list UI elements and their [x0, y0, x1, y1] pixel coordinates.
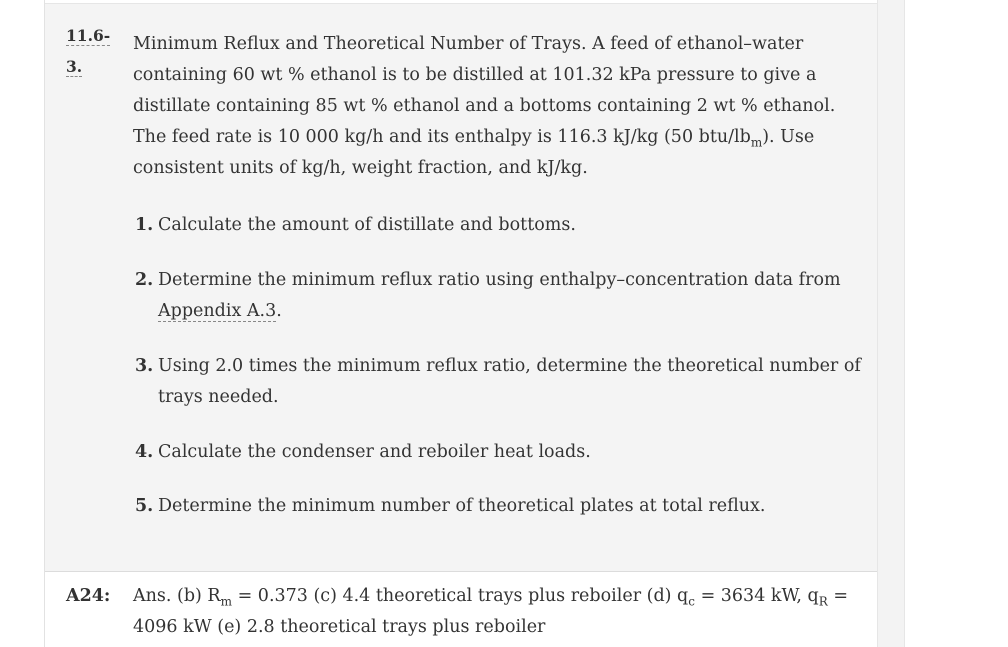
appendix-link[interactable]: Appendix A.3 — [158, 301, 277, 321]
problem-card — [45, 3, 877, 572]
list-item: 5. Determine the minimum number of theoretical plates at total reflux. — [135, 496, 766, 516]
list-item: 1. Calculate the amount of distillate and bottoms. — [135, 215, 576, 235]
list-item: 4. Calculate the condenser and reboiler heat loads. — [135, 442, 591, 462]
problem-parts-list — [135, 210, 875, 522]
answer-text: Ans. (b) $R_m = 0.373$ (c) 4.4 theoretical trays plus reboiler (d) $q_c = 3634$ kW, $q_R = 4096$ kW (e) 2.8 theoretical trays plus reboiler — [133, 586, 849, 637]
problem-title: Minimum Reflux and Theoretical Number of Trays. — [133, 34, 587, 54]
page-right-gutter — [877, 0, 905, 647]
list-item: 2. Determine the minimum reflux ratio using enthalpy–concentration data from Appendix A.3. — [135, 270, 841, 321]
list-item: 3. Using 2.0 times the minimum reflux ratio, determine the theoretical number of trays needed. — [135, 356, 861, 407]
problem-number[interactable]: 11.6- 3. — [66, 26, 111, 76]
answer-label: A24: — [66, 586, 111, 606]
problem-body: A feed of ethanol–water containing 60 wt % ethanol is to be distilled at 101.32 kPa pressure to give a distillate containing 85 wt % ethanol and a bottoms containing 2 wt % ethanol. The feed rate is 10 000 kg/h and its enthalpy is 116.3 kJ/kg (50 btu/lb — [133, 34, 836, 147]
problem-statement: Minimum Reflux and Theoretical Number of Trays. A feed of ethanol–water containing 60 wt % ethanol is to be distilled at 101.32 kPa pressure to give a distillate containing 85 wt % ethanol and a bottoms containing 2 wt % ethanol. The feed rate is 10 000 kg/h and its enthalpy is 116.3 kJ/kg (50 btu/$lb_m$). Use consistent units of kg/h, weight fraction, and kJ/kg. — [133, 34, 836, 178]
